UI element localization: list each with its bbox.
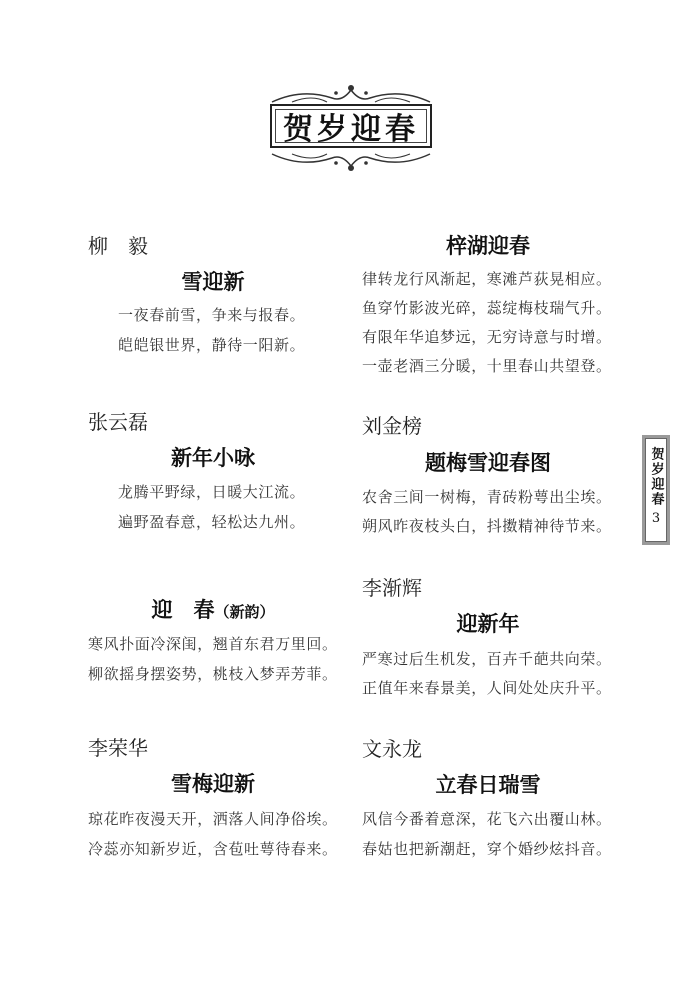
poem-subtitle: （新韵） bbox=[214, 603, 275, 621]
flourish-bottom-ornament bbox=[262, 150, 440, 174]
poem-title-zi-hu-ying-chun: 梓湖迎春 bbox=[446, 233, 530, 258]
poem-title-xue-ying-xin: 雪迎新 bbox=[181, 269, 245, 294]
header-title-box bbox=[270, 104, 432, 148]
poem-title-text: 迎 春 bbox=[151, 597, 215, 622]
chapter-side-label: 贺岁迎春 bbox=[648, 447, 664, 507]
poem-author-liu-jinbang: 刘金榜 bbox=[362, 414, 422, 438]
poem-line: 律转龙行风渐起，寒滩芦荻晃相应。 bbox=[362, 270, 612, 288]
poem-title-ying-chun bbox=[88, 594, 338, 624]
poem-line: 严寒过后生机发，百卉千葩共向荣。 bbox=[362, 650, 612, 668]
poem-line: 鱼穿竹影波光碎，蕊绽梅枝瑞气升。 bbox=[362, 299, 612, 317]
page-number: 3 bbox=[651, 511, 661, 526]
poem-line: 春姑也把新潮赶，穿个婚纱炫抖音。 bbox=[362, 840, 612, 858]
chapter-side-tab-inner bbox=[645, 438, 667, 542]
poem-line: 农舍三间一树梅，青砖粉萼出尘埃。 bbox=[362, 488, 612, 506]
poem-title-ti-mei-xue-ying-chun-tu: 题梅雪迎春图 bbox=[425, 450, 551, 475]
poem-author-zhang-yunlei: 张云磊 bbox=[88, 410, 148, 434]
poem-line: 风信今番着意深，花飞六出覆山林。 bbox=[362, 810, 612, 828]
poem-line: 一壶老酒三分暖，十里春山共望登。 bbox=[362, 357, 612, 375]
poem-author-li-ronghua: 李荣华 bbox=[88, 736, 148, 760]
poem-line: 冷蕊亦知新岁近，含苞吐萼待春来。 bbox=[88, 840, 338, 858]
poem-line: 正值年来春景美，人间处处庆升平。 bbox=[362, 679, 612, 697]
poem-line: 有限年华追梦远，无穷诗意与时增。 bbox=[362, 328, 612, 346]
poem-line: 龙腾平野绿，日暖大江流。 bbox=[118, 483, 306, 501]
poem-line: 一夜春前雪，争来与报春。 bbox=[118, 306, 306, 324]
poem-title-xue-mei-ying-xin: 雪梅迎新 bbox=[171, 771, 255, 796]
chapter-side-tab bbox=[642, 435, 670, 545]
poem-line: 朔风昨夜枝头白，抖擞精神待节来。 bbox=[362, 517, 612, 535]
poem-line: 皑皑银世界，静待一阳新。 bbox=[118, 336, 306, 354]
poem-title-li-chun-ri-rui-xue: 立春日瑞雪 bbox=[435, 772, 541, 797]
header-title-frame bbox=[262, 82, 440, 174]
poem-title-ying-xin-nian: 迎新年 bbox=[456, 611, 520, 636]
poem-author-wen-yonglong: 文永龙 bbox=[362, 737, 422, 761]
poem-line: 寒风扑面冷深闺，翘首东君万里回。 bbox=[88, 635, 338, 653]
poem-author-li-jianhui: 李渐辉 bbox=[362, 576, 422, 600]
poem-title-xin-nian-xiao-yong: 新年小咏 bbox=[171, 445, 255, 470]
poem-line: 柳欲摇身摆姿势，桃枝入梦弄芳菲。 bbox=[88, 665, 338, 683]
poem-line: 琼花昨夜漫天开，洒落人间净俗埃。 bbox=[88, 810, 338, 828]
flourish-top-ornament bbox=[262, 82, 440, 106]
page-title: 贺岁迎春 bbox=[283, 112, 419, 147]
poem-line: 遍野盈春意，轻松达九州。 bbox=[118, 513, 306, 531]
poem-author-liu-yi: 柳 毅 bbox=[88, 234, 148, 258]
